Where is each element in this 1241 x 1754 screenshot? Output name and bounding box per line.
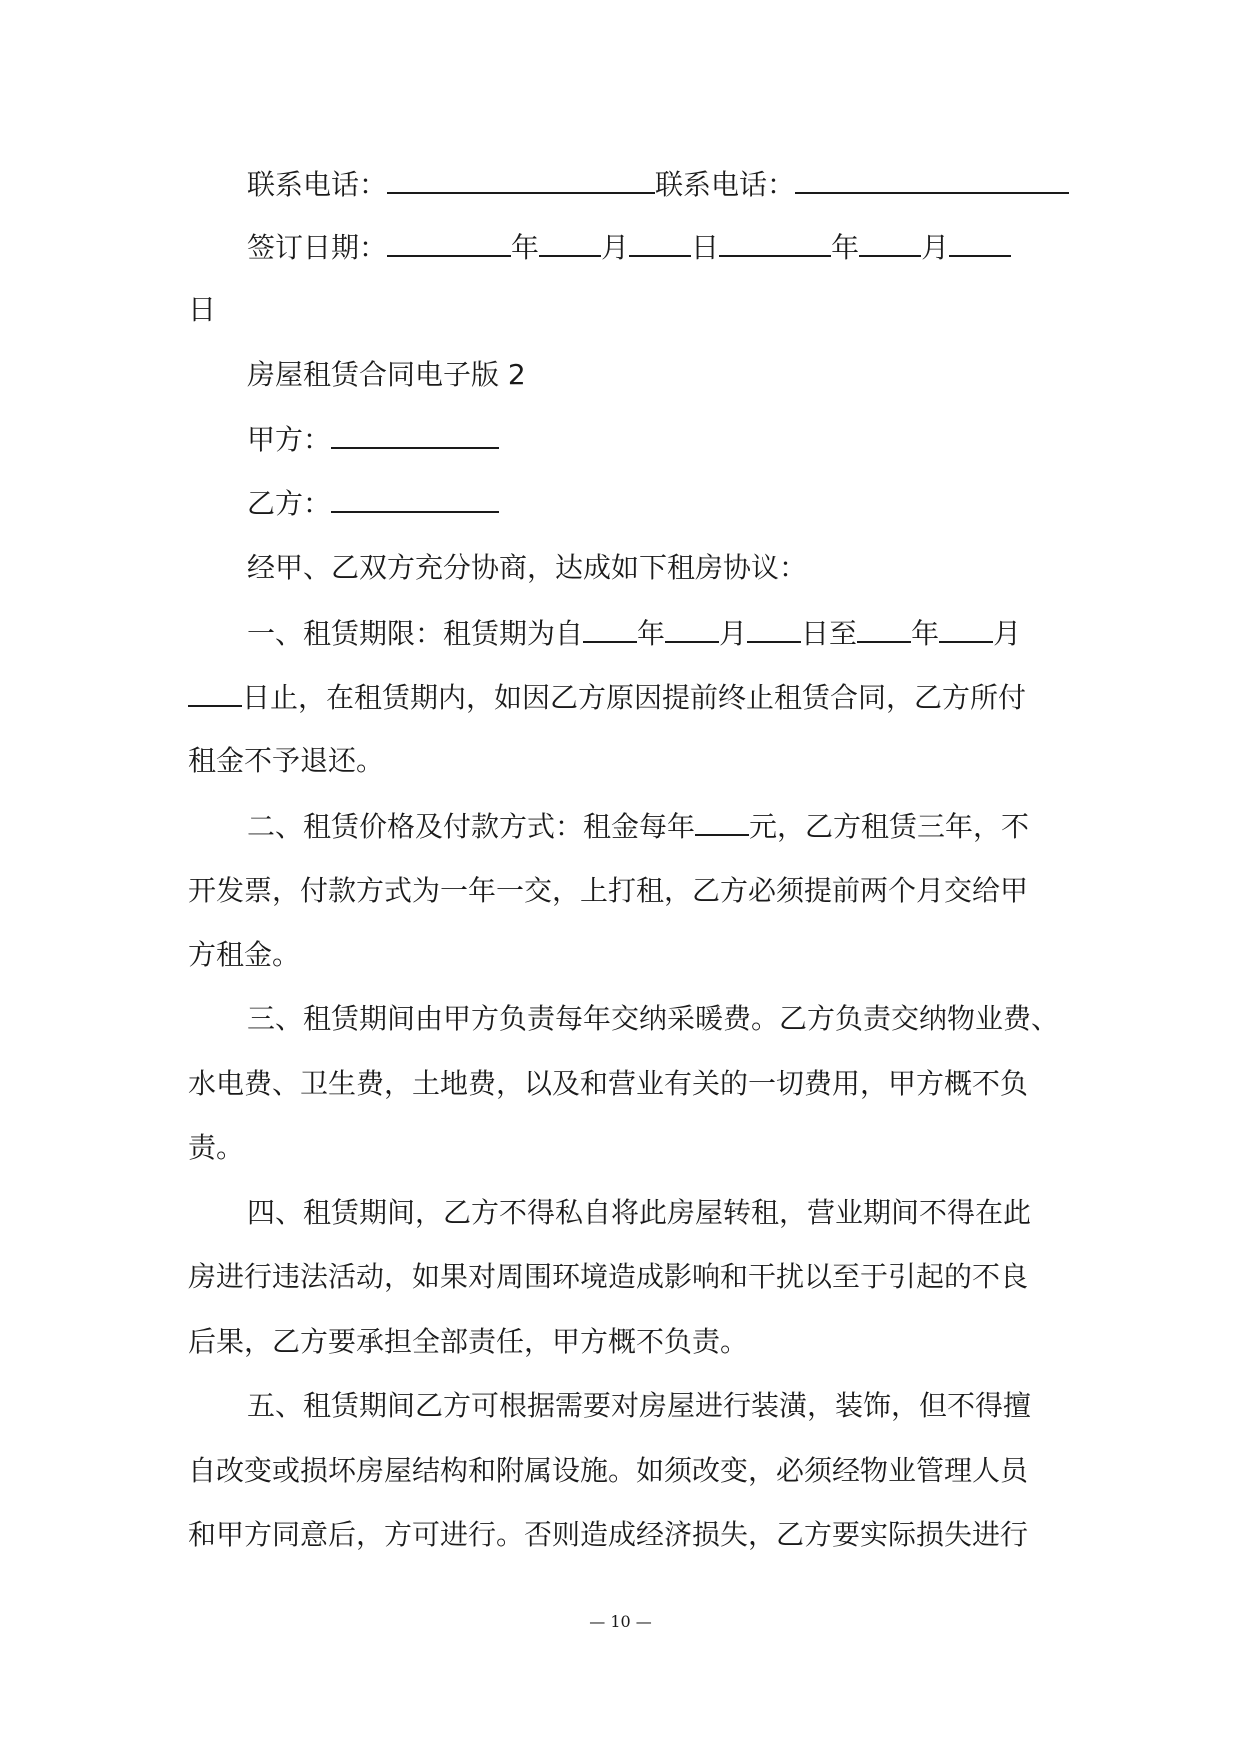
lease-day-blank-2 — [188, 677, 242, 707]
text-line: 自改变或损坏房屋结构和附属设施。如须改变，必须经物业管理人员 — [188, 1454, 1029, 1487]
text-line: 租金不予退还。 — [188, 744, 385, 777]
text-line: 责。 — [188, 1131, 245, 1164]
month-char-1: 月 — [601, 231, 630, 264]
lease-term-line — [247, 613, 1021, 653]
lease-day-to-text: 日至 — [801, 617, 858, 650]
year-blank-1 — [387, 227, 511, 257]
party-b-line — [247, 483, 499, 523]
text-line: 经甲、乙双方充分协商，达成如下租房协议： — [247, 551, 808, 584]
day-blank-1 — [629, 227, 691, 257]
lease-year-char-2: 年 — [911, 617, 940, 650]
text-line: 后果，乙方要承担全部责任，甲方概不负责。 — [188, 1325, 749, 1358]
page-number: — 10 — — [589, 1612, 652, 1631]
party-b-blank — [331, 483, 499, 513]
lease-day-blank-1 — [747, 613, 801, 643]
lease-month-char-1: 月 — [719, 617, 748, 650]
sign-date-line — [247, 227, 1011, 267]
year-blank-2 — [719, 227, 831, 257]
lease-term-text: 一、租赁期限：租赁期为自 — [247, 617, 584, 650]
lease-year-char-1: 年 — [637, 617, 666, 650]
contact-phone-blank-2 — [795, 164, 1069, 194]
contact-phone-label-1: 联系电话： — [247, 168, 388, 201]
party-b-label: 乙方： — [247, 487, 332, 520]
day-char-1: 日 — [691, 231, 720, 264]
text-line: 方租金。 — [188, 938, 301, 971]
lease-month-blank-2 — [939, 613, 993, 643]
text-line: 房进行违法活动，如果对周围环境造成影响和干扰以至于引起的不良 — [188, 1260, 1029, 1293]
party-a-blank — [331, 419, 499, 449]
text-line: 开发票，付款方式为一年一交，上打租，乙方必须提前两个月交给甲 — [188, 874, 1029, 907]
price-line — [247, 806, 1029, 846]
sign-date-label: 签订日期： — [247, 231, 388, 264]
price-text-2: 元，乙方租赁三年，不 — [749, 810, 1030, 843]
lease-year-blank-1 — [583, 613, 637, 643]
day-blank-2 — [949, 227, 1011, 257]
text-line: 五、租赁期间乙方可根据需要对房屋进行装潢，装饰，但不得擅 — [247, 1389, 1032, 1422]
month-char-2: 月 — [921, 231, 950, 264]
contact-phone-blank-1 — [387, 164, 655, 194]
lease-year-blank-2 — [857, 613, 911, 643]
party-a-label: 甲方： — [247, 423, 332, 456]
section-title: 房屋租赁合同电子版 2 — [247, 358, 526, 391]
lease-term-text-2: 日止，在租赁期内，如因乙方原因提前终止租赁合同，乙方所付 — [242, 681, 1027, 714]
lease-month-blank-1 — [665, 613, 719, 643]
month-blank-2 — [859, 227, 921, 257]
text-line: 三、租赁期间由甲方负责每年交纳采暖费。乙方负责交纳物业费、 — [247, 1002, 1060, 1035]
price-blank — [695, 806, 749, 836]
price-text: 二、租赁价格及付款方式：租金每年 — [247, 810, 696, 843]
year-char-1: 年 — [511, 231, 540, 264]
contact-phone-label-2: 联系电话： — [655, 168, 796, 201]
text-line: 日 — [188, 293, 217, 326]
month-blank-1 — [539, 227, 601, 257]
year-char-2: 年 — [831, 231, 860, 264]
party-a-line — [247, 419, 499, 459]
lease-month-char-2: 月 — [993, 617, 1022, 650]
contact-phone-line — [247, 164, 1069, 204]
text-line: 和甲方同意后，方可进行。否则造成经济损失，乙方要实际损失进行 — [188, 1518, 1029, 1551]
text-line: 四、租赁期间，乙方不得私自将此房屋转租，营业期间不得在此 — [247, 1196, 1032, 1229]
text-line: 水电费、卫生费，土地费，以及和营业有关的一切费用，甲方概不负 — [188, 1067, 1029, 1100]
lease-term-continuation — [188, 677, 1026, 717]
